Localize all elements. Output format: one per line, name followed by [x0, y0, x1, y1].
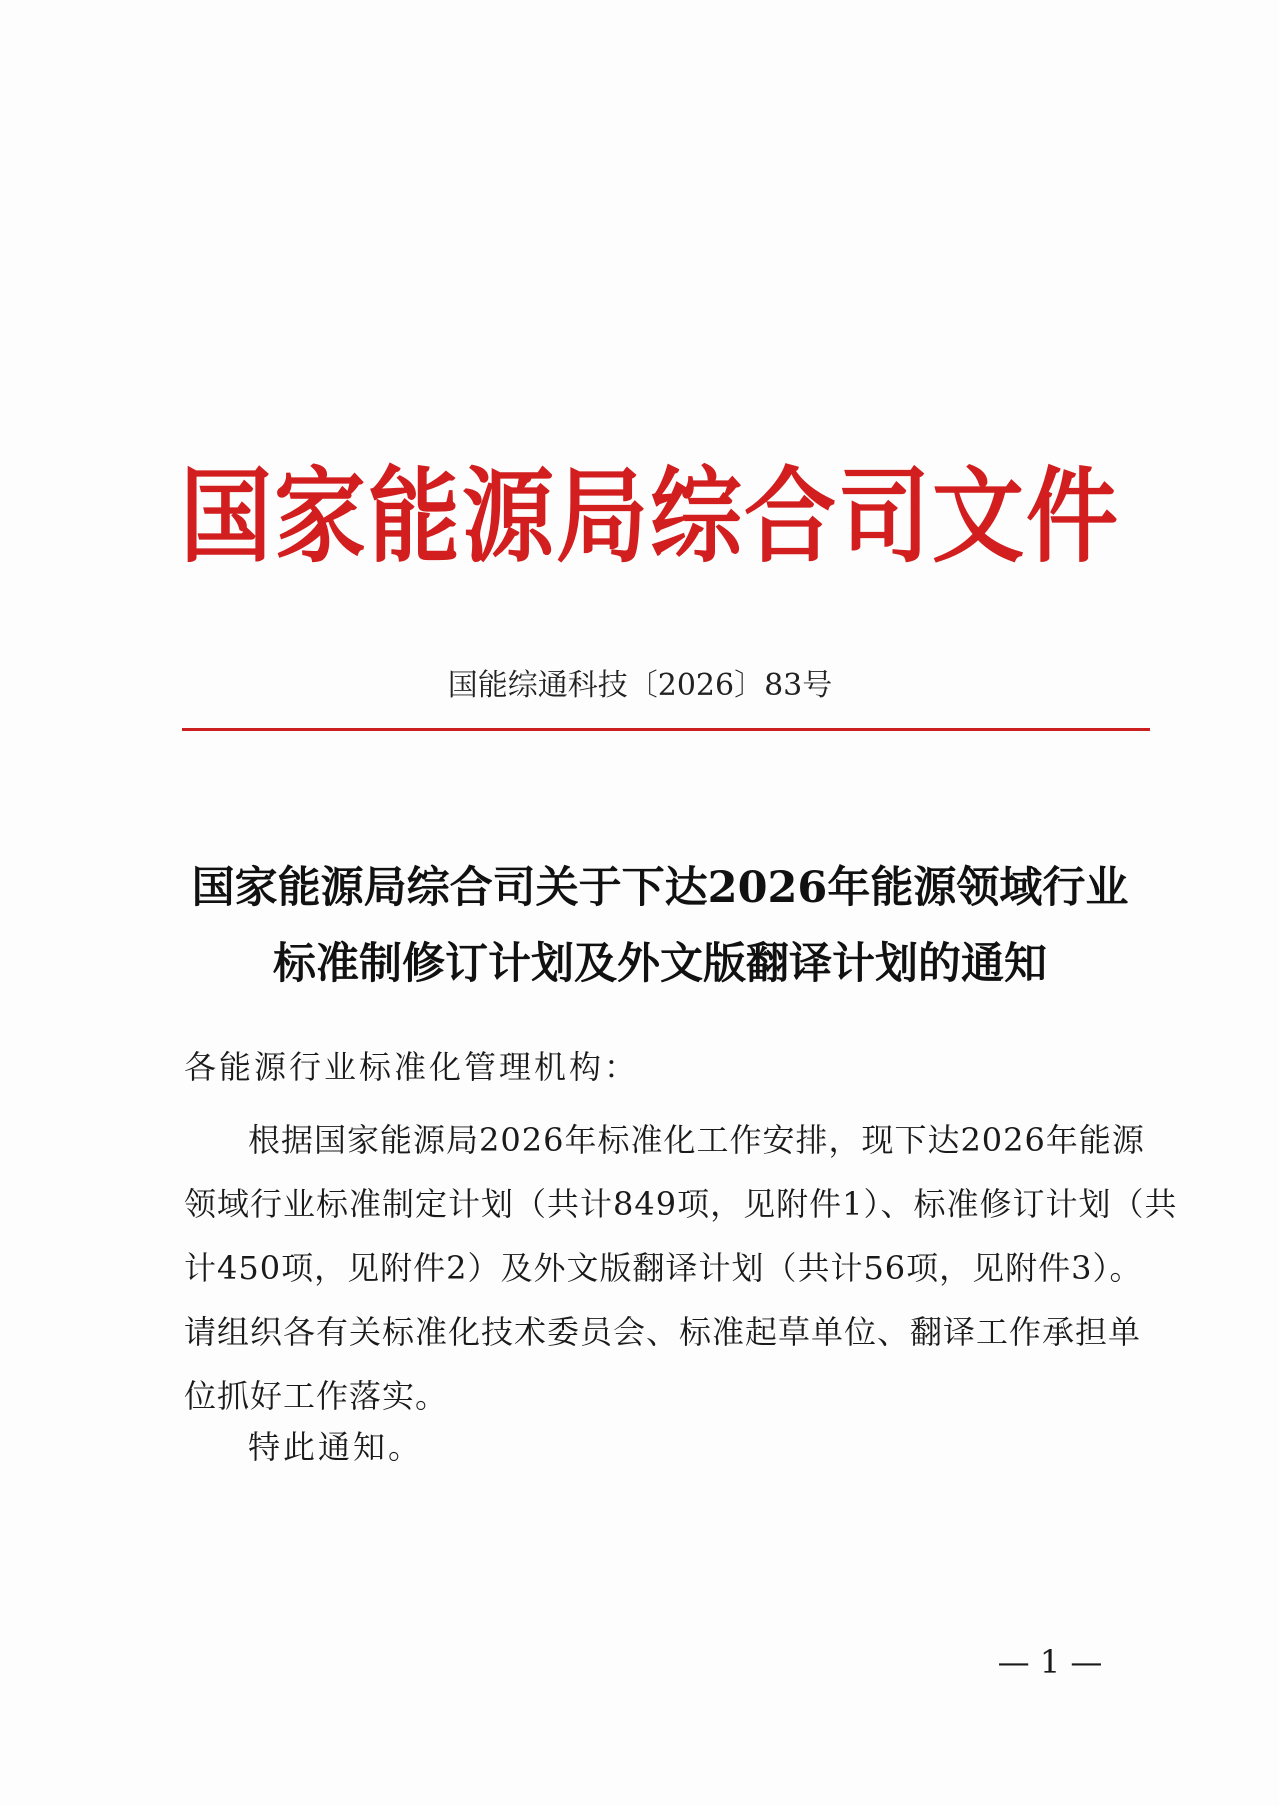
page-number: — 1 —: [997, 1643, 1103, 1681]
document-masthead: 国家能源局综合司文件: [180, 455, 1121, 577]
body-line-4: 请组织各有关标准化技术委员会、标准起草单位、翻译工作承担单: [184, 1313, 1142, 1351]
body-paragraph: [184, 1108, 1178, 1428]
notice-title-line-1: 国家能源局综合司关于下达2026年能源领域行业: [191, 863, 1129, 913]
notice-title-line-2: 标准制修订计划及外文版翻译计划的通知: [273, 939, 1047, 989]
salutation: 各能源行业标准化管理机构：: [184, 1048, 640, 1086]
document-number: 国能综通科技〔2026〕83号: [447, 668, 833, 703]
red-separator-line: [182, 728, 1150, 731]
body-line-2: 领域行业标准制定计划（共计849项，见附件1）、标准修订计划（共: [184, 1185, 1178, 1223]
body-line-1: 根据国家能源局2026年标准化工作安排，现下达2026年能源: [248, 1121, 1145, 1159]
body-line-3: 计450项，见附件2）及外文版翻译计划（共计56项，见附件3）。: [184, 1249, 1143, 1287]
notice-title: [160, 850, 1160, 1002]
body-line-5: 位抓好工作落实。: [184, 1377, 449, 1415]
closing-remark: 特此通知。: [248, 1428, 424, 1466]
